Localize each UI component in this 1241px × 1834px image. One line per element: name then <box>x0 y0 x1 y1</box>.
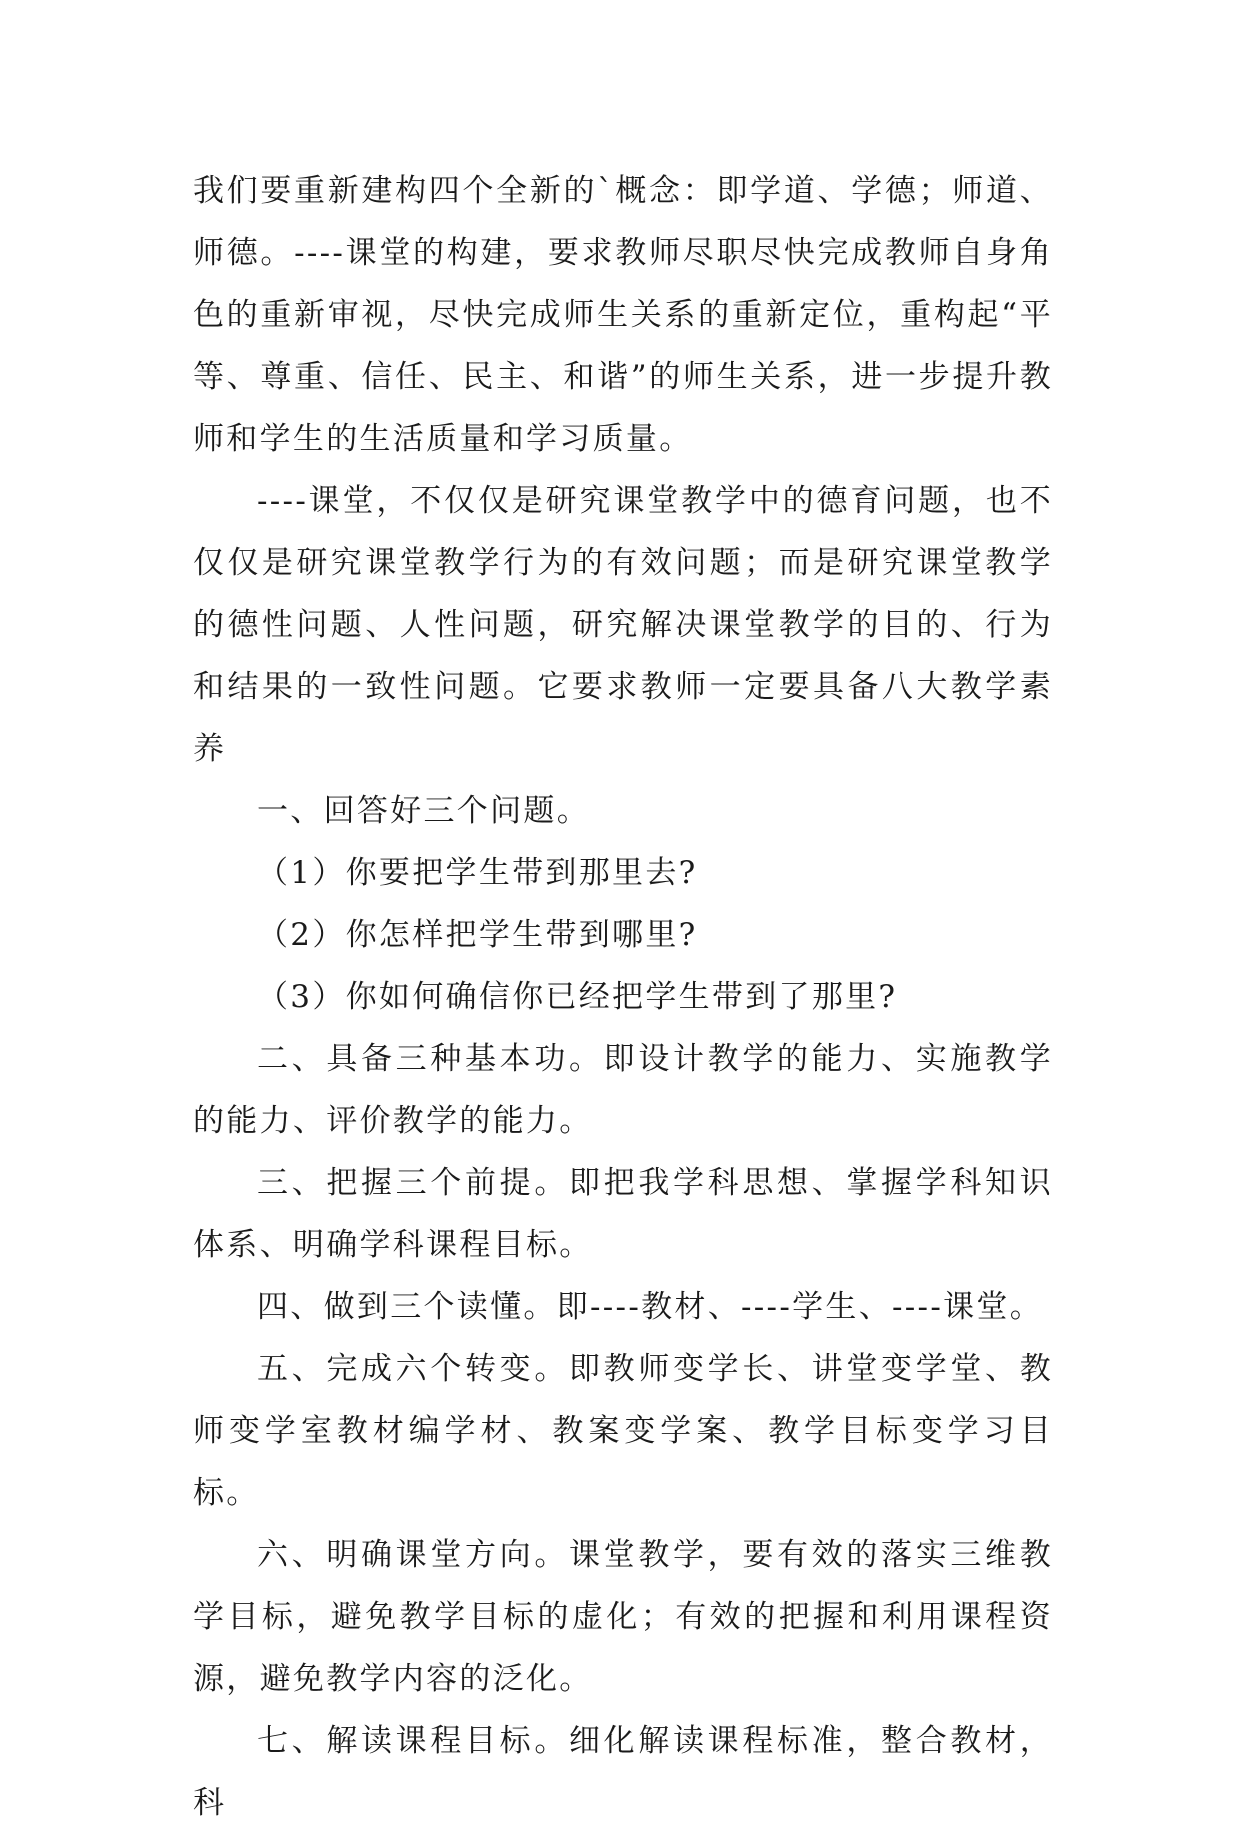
paragraph-concepts: 我们要重新建构四个全新的`概念：即学道、学德；师道、师德。----课堂的构建，要求教师尽职尽快完成教师自身角色的重新审视，尽快完成师生关系的重新定位，重构起“平等、尊重、信任、民主、和谐”的师生关系，进一步提升教师和学生的生活质量和学习质量。 <box>193 173 1053 457</box>
paragraph-point-five: 五、完成六个转变。即教师变学长、讲堂变学堂、教师变学室教材编学材、教案变学案、教学目标变学习目标。 <box>193 1351 1053 1511</box>
paragraph-point-seven: 七、解读课程目标。细化解读课程标准，整合教材，科 <box>193 1723 1053 1821</box>
paragraph-point-three: 三、把握三个前提。即把我学科思想、掌握学科知识体系、明确学科课程目标。 <box>193 1165 1053 1263</box>
paragraph-point-four: 四、做到三个读懂。即----教材、----学生、----课堂。 <box>257 1289 1043 1325</box>
heading-point-one: 一、回答好三个问题。 <box>257 793 590 829</box>
document-body <box>193 160 1053 1834</box>
list-item-question-1: （1）你要把学生带到那里去? <box>257 855 698 891</box>
paragraph-point-two: 二、具备三种基本功。即设计教学的能力、实施教学的能力、评价教学的能力。 <box>193 1041 1053 1139</box>
paragraph-classroom-research: ----课堂，不仅仅是研究课堂教学中的德育问题，也不仅仅是研究课堂教学行为的有效问题；而是研究课堂教学的德性问题、人性问题，研究解决课堂教学的目的、行为和结果的一致性问题。它要求教师一定要具备八大教学素养 <box>193 483 1053 767</box>
list-item-question-2: （2）你怎样把学生带到哪里? <box>257 917 698 953</box>
paragraph-point-six: 六、明确课堂方向。课堂教学，要有效的落实三维教学目标，避免教学目标的虚化；有效的把握和利用课程资源，避免教学内容的泛化。 <box>193 1537 1053 1697</box>
list-item-question-3: （3）你如何确信你已经把学生带到了那里? <box>257 979 898 1015</box>
